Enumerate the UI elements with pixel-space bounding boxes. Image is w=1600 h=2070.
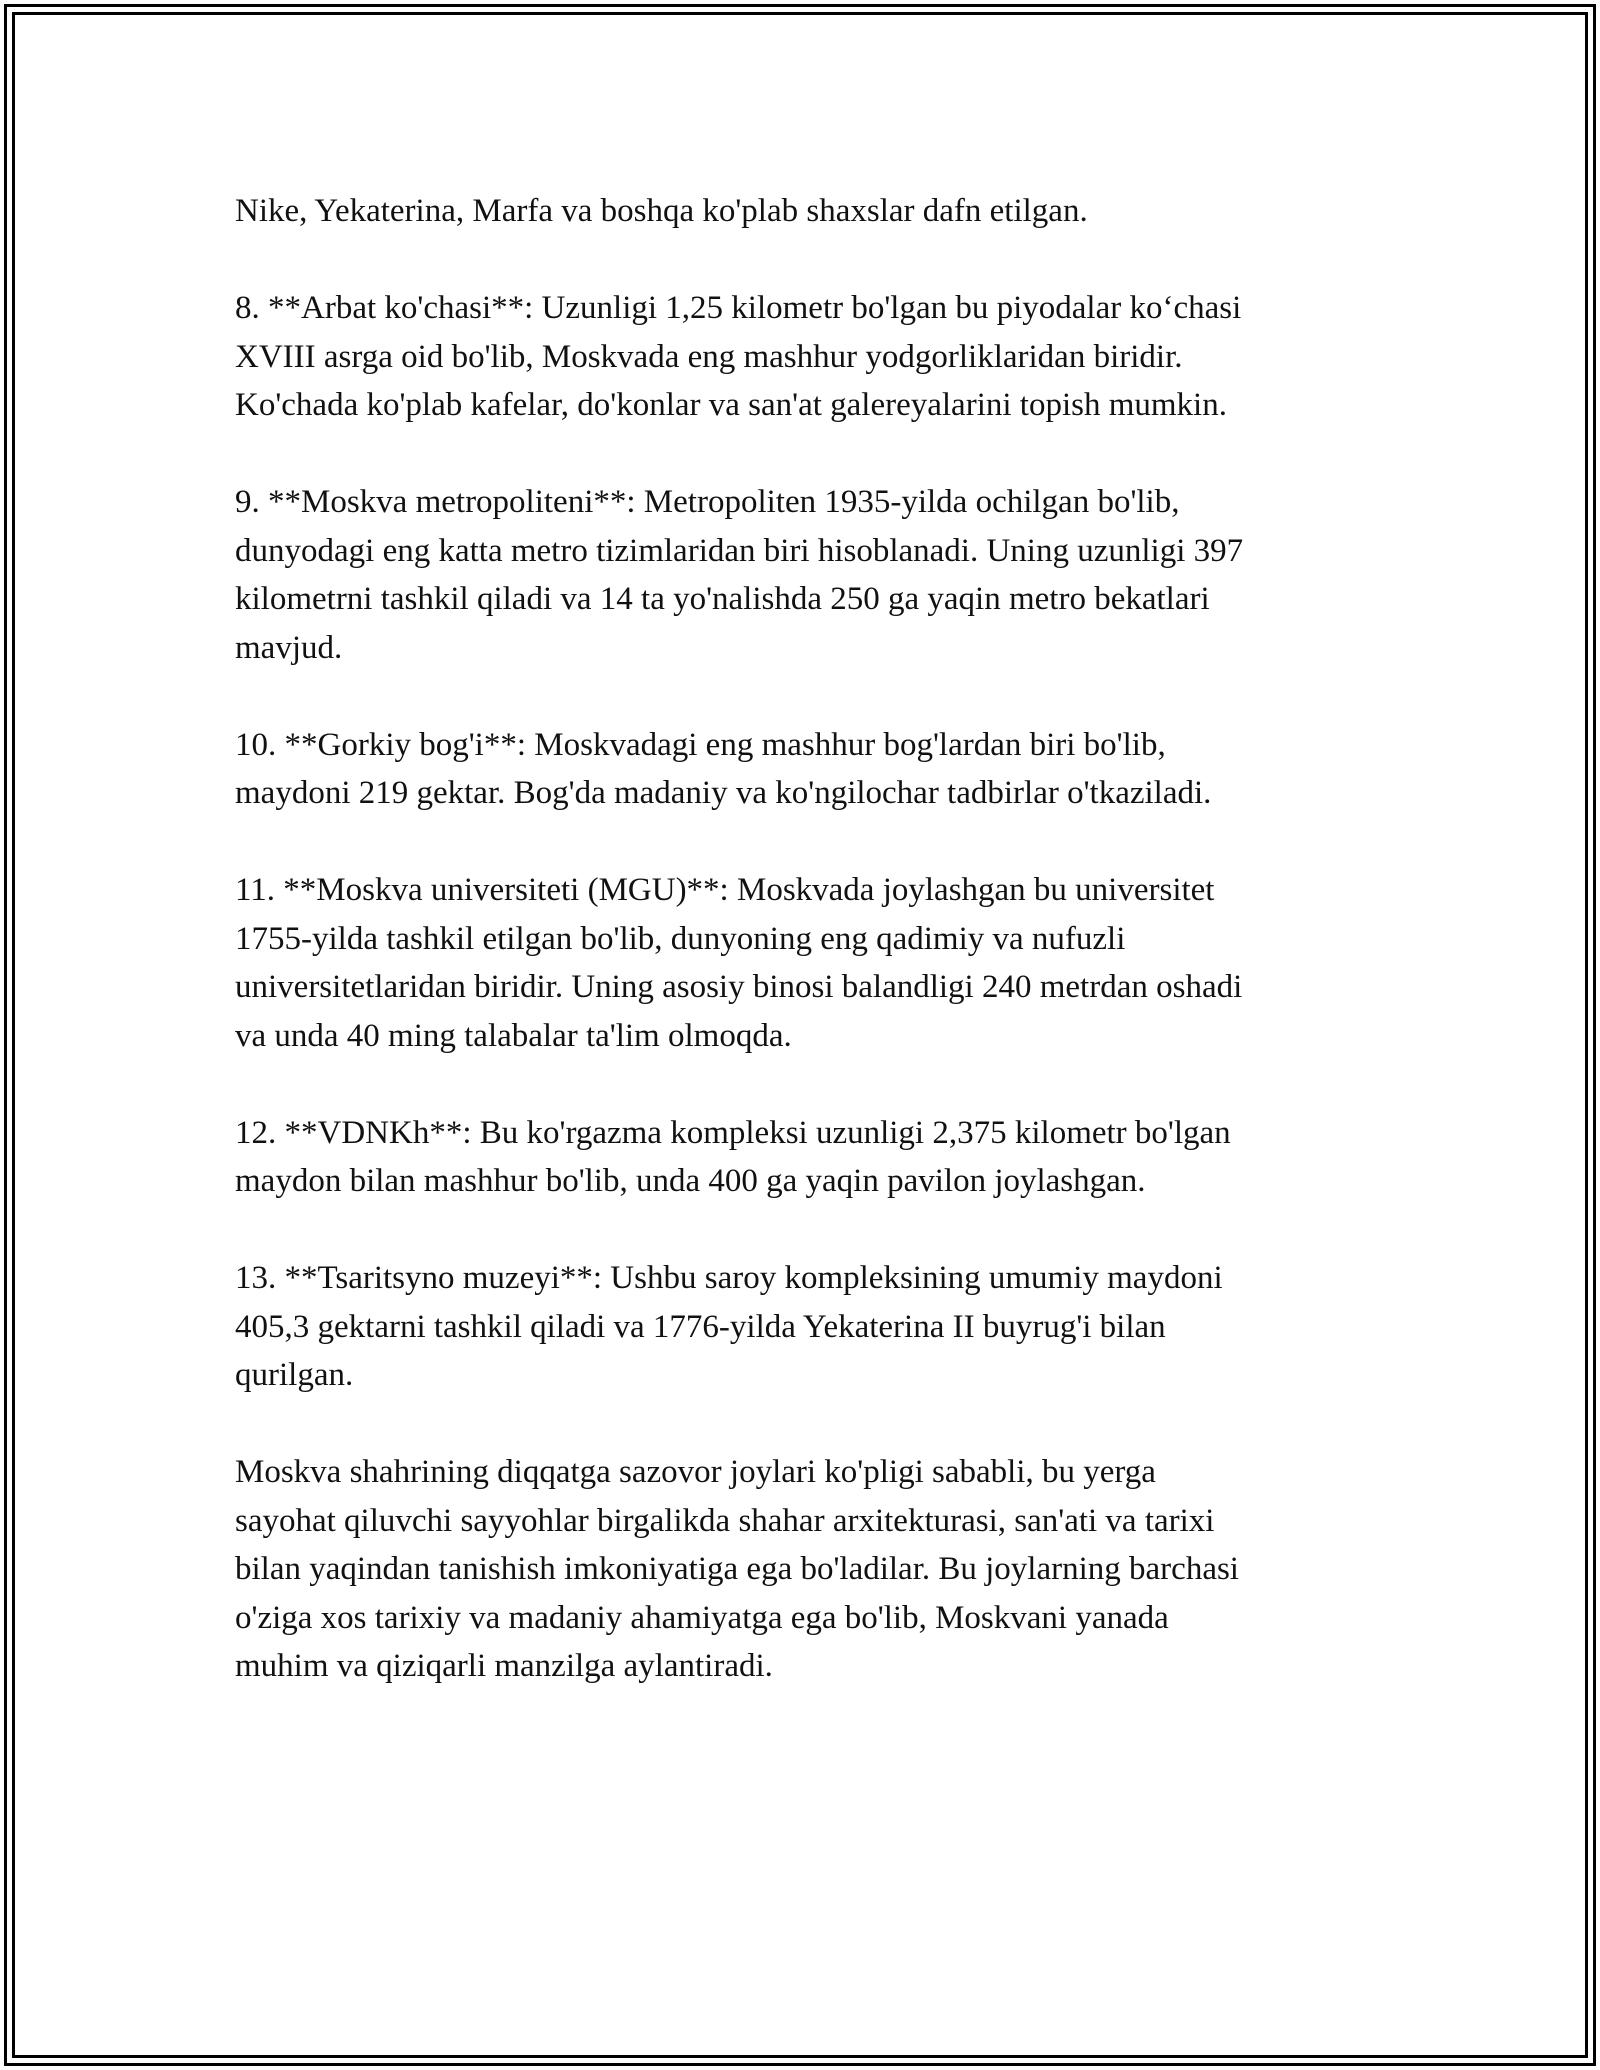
text-line: va unda 40 ming talabalar ta'lim olmoqda.	[235, 1017, 792, 1054]
paragraph-moscow-metro	[235, 478, 1370, 672]
text-line: muhim va qiziqarli manzilga aylantiradi.	[235, 1648, 773, 1684]
text-line: 13. **Tsaritsyno muzeyi**: Ushbu saroy kompleksining umumiy maydoni	[235, 1260, 1223, 1296]
text-line: kilometrni tashkil qiladi va 14 ta yo'nalishda 250 ga yaqin metro bekatlari	[235, 581, 1210, 617]
text-line: 405,3 gektarni tashkil qiladi va 1776-yilda Yekaterina II buyrug'i bilan	[235, 1308, 1166, 1345]
paragraph-burial-continuation	[235, 187, 1370, 236]
paragraph-tsaritsyno-museum	[235, 1254, 1370, 1400]
paragraph-conclusion	[235, 1448, 1370, 1691]
text-line: XVIII asrga oid bo'lib, Moskvada eng mashhur yodgorliklaridan biridir.	[235, 338, 1183, 375]
text-line: 11. **Moskva universiteti (MGU)**: Moskvada joylashgan bu universitet	[235, 872, 1215, 908]
text-line: 12. **VDNKh**: Bu ko'rgazma kompleksi uzunligi 2,375 kilometr bo'lgan	[235, 1114, 1231, 1151]
paragraph-vdnkh	[235, 1109, 1370, 1206]
text-line: Ko'chada ko'plab kafelar, do'konlar va san'at galereyalarini topish mumkin.	[235, 387, 1227, 423]
text-line: universitetlaridan biridir. Uning asosiy binosi balandligi 240 metrdan oshadi	[235, 969, 1243, 1005]
text-line: qurilgan.	[235, 1357, 354, 1393]
paragraph-gorky-park	[235, 721, 1370, 818]
text-line: 1755-yilda tashkil etilgan bo'lib, dunyoning eng qadimiy va nufuzli	[235, 920, 1126, 957]
paragraph-arbat-street	[235, 284, 1370, 430]
text-line: bilan yaqindan tanishish imkoniyatiga ega bo'ladilar. Bu joylarning barchasi	[235, 1551, 1239, 1587]
text-line: sayohat qiluvchi sayyohlar birgalikda shahar arxitekturasi, san'ati va tarixi	[235, 1502, 1215, 1539]
text-line: 9. **Moskva metropoliteni**: Metropoliten 1935-yilda ochilgan bo'lib,	[235, 484, 1180, 520]
text-line: 10. **Gorkiy bog'i**: Moskvadagi eng mashhur bog'lardan biri bo'lib,	[235, 726, 1166, 763]
text-line: maydoni 219 gektar. Bog'da madaniy va ko'ngilochar tadbirlar o'tkaziladi.	[235, 775, 1212, 811]
text-line: o'ziga xos tarixiy va madaniy ahamiyatga ega bo'lib, Moskvani yanada	[235, 1599, 1169, 1636]
text-line: 8. **Arbat ko'chasi**: Uzunligi 1,25 kilometr bo'lgan bu piyodalar ko‘chasi	[235, 290, 1242, 326]
text-line: dunyodagi eng katta metro tizimlaridan biri hisoblanadi. Uning uzunligi 397	[235, 532, 1244, 569]
text-line: mavjud.	[235, 629, 343, 666]
text-line: maydon bilan mashhur bo'lib, unda 400 ga yaqin pavilon joylashgan.	[235, 1163, 1146, 1199]
paragraph-moscow-university	[235, 866, 1370, 1060]
text-line: Nike, Yekaterina, Marfa va boshqa ko'plab shaxslar dafn etilgan.	[235, 193, 1088, 229]
text-line: Moskva shahrining diqqatga sazovor joylari ko'pligi sababli, bu yerga	[235, 1454, 1156, 1490]
document-body	[235, 187, 1370, 1739]
